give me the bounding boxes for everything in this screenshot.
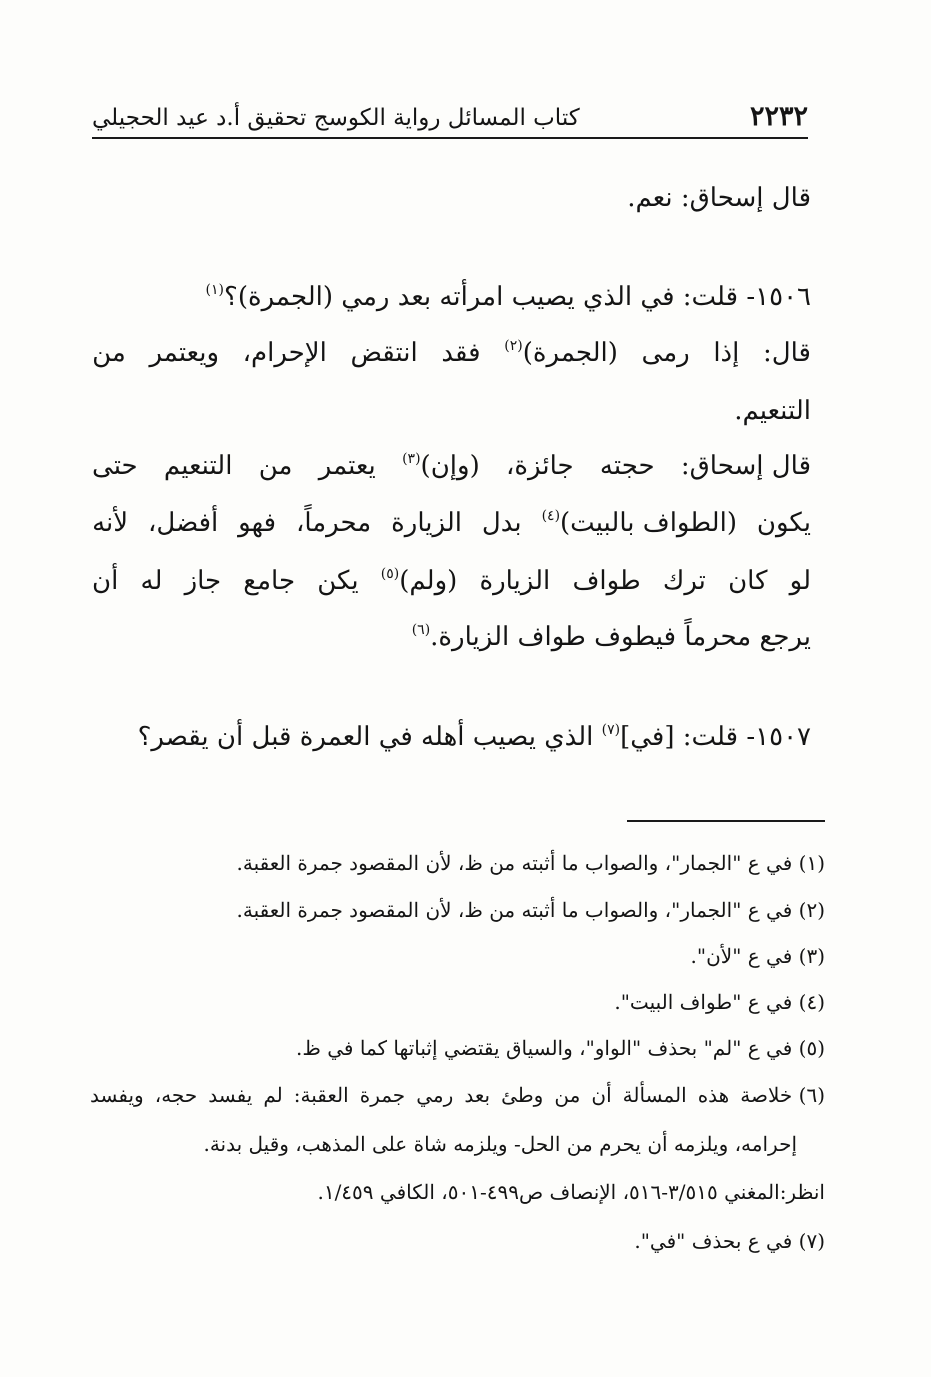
answer-1506-line-2: التنعيم. bbox=[734, 396, 811, 426]
footnote-2: (٢) في ع "الجمار"، والصواب ما أثبته من ظ، لأن المقصود جمرة العقبة. bbox=[236, 898, 825, 922]
ishaq-line-2: يكون (الطواف بالبيت)$^{(٤)}$ بدل الزيارة محرماً، فهو أفضل، لأنه bbox=[92, 508, 811, 538]
footnote-ref-2: (٢) bbox=[504, 338, 523, 354]
footnote-6-references: انظر:المغني ٣/٥١٥-٥١٦، الإنصاف ص٤٩٩-٥٠١، الكافي ١/٤٥٩. bbox=[317, 1180, 825, 1204]
footnote-ref-7: (٧) bbox=[601, 722, 621, 738]
ishaq-line-4: يرجع محرماً فيطوف طواف الزيارة.$^{(٦)}$ bbox=[411, 622, 811, 652]
footnote-4: (٤) في ع "طواف البيت". bbox=[614, 990, 825, 1014]
page-header bbox=[92, 95, 808, 139]
footnote-3: (٣) في ع "لأن". bbox=[690, 944, 825, 968]
footnote-ref-4: (٤) bbox=[541, 508, 561, 524]
footnote-6-line-1: (٦) خلاصة هذه المسألة أن من وطئ بعد رمي جمرة العقبة: لم يفسد حجه، ويفسد bbox=[90, 1083, 825, 1107]
running-title: كتاب المسائل رواية الكوسج تحقيق أ.د عيد الحجيلي bbox=[92, 105, 580, 131]
issue-1506-question: ١٥٠٦- قلت: في الذي يصيب امرأته بعد رمي (الجمرة)؟$^{(١)}$ bbox=[205, 282, 811, 312]
footnote-1: (١) في ع "الجمار"، والصواب ما أثبته من ظ، لأن المقصود جمرة العقبة. bbox=[236, 851, 825, 875]
ishaq-line-1: قال إسحاق: حجته جائزة، (وإن)$^{(٣)}$ يعتمر من التنعيم حتى bbox=[92, 451, 811, 481]
footnote-ref-6: (٦) bbox=[411, 622, 431, 638]
footnote-ref-1: (١) bbox=[205, 282, 225, 298]
footnote-7: (٧) في ع بحذف "في". bbox=[634, 1229, 825, 1253]
footnote-ref-3: (٣) bbox=[402, 451, 421, 467]
page-number: ٢٢٣٢ bbox=[749, 101, 808, 132]
ishaq-line-3: لو كان ترك طواف الزيارة (ولم)$^{(٥)}$ يكن جامع جاز له أن bbox=[92, 566, 811, 596]
footnote-5: (٥) في ع "لم" بحذف "الواو"، والسياق يقتضي إثباتها كما في ظ. bbox=[296, 1036, 825, 1060]
ishaq-yes-line: قال إسحاق: نعم. bbox=[627, 183, 811, 213]
answer-1506-line-1: قال: إذا رمى (الجمرة)$^{(٢)}$ فقد انتقض الإحرام، ويعتمر من bbox=[92, 338, 811, 368]
footnote-6-line-2: إحرامه، ويلزمه أن يحرم من الحل- ويلزمه شاة على المذهب، وقيل بدنة. bbox=[203, 1132, 797, 1156]
issue-1507-question: ١٥٠٧- قلت: [في]$^{(٧)}$ الذي يصيب أهله في العمرة قبل أن يقصر؟ bbox=[137, 722, 811, 752]
footnote-ref-5: (٥) bbox=[380, 566, 400, 582]
footnote-separator bbox=[627, 820, 825, 822]
